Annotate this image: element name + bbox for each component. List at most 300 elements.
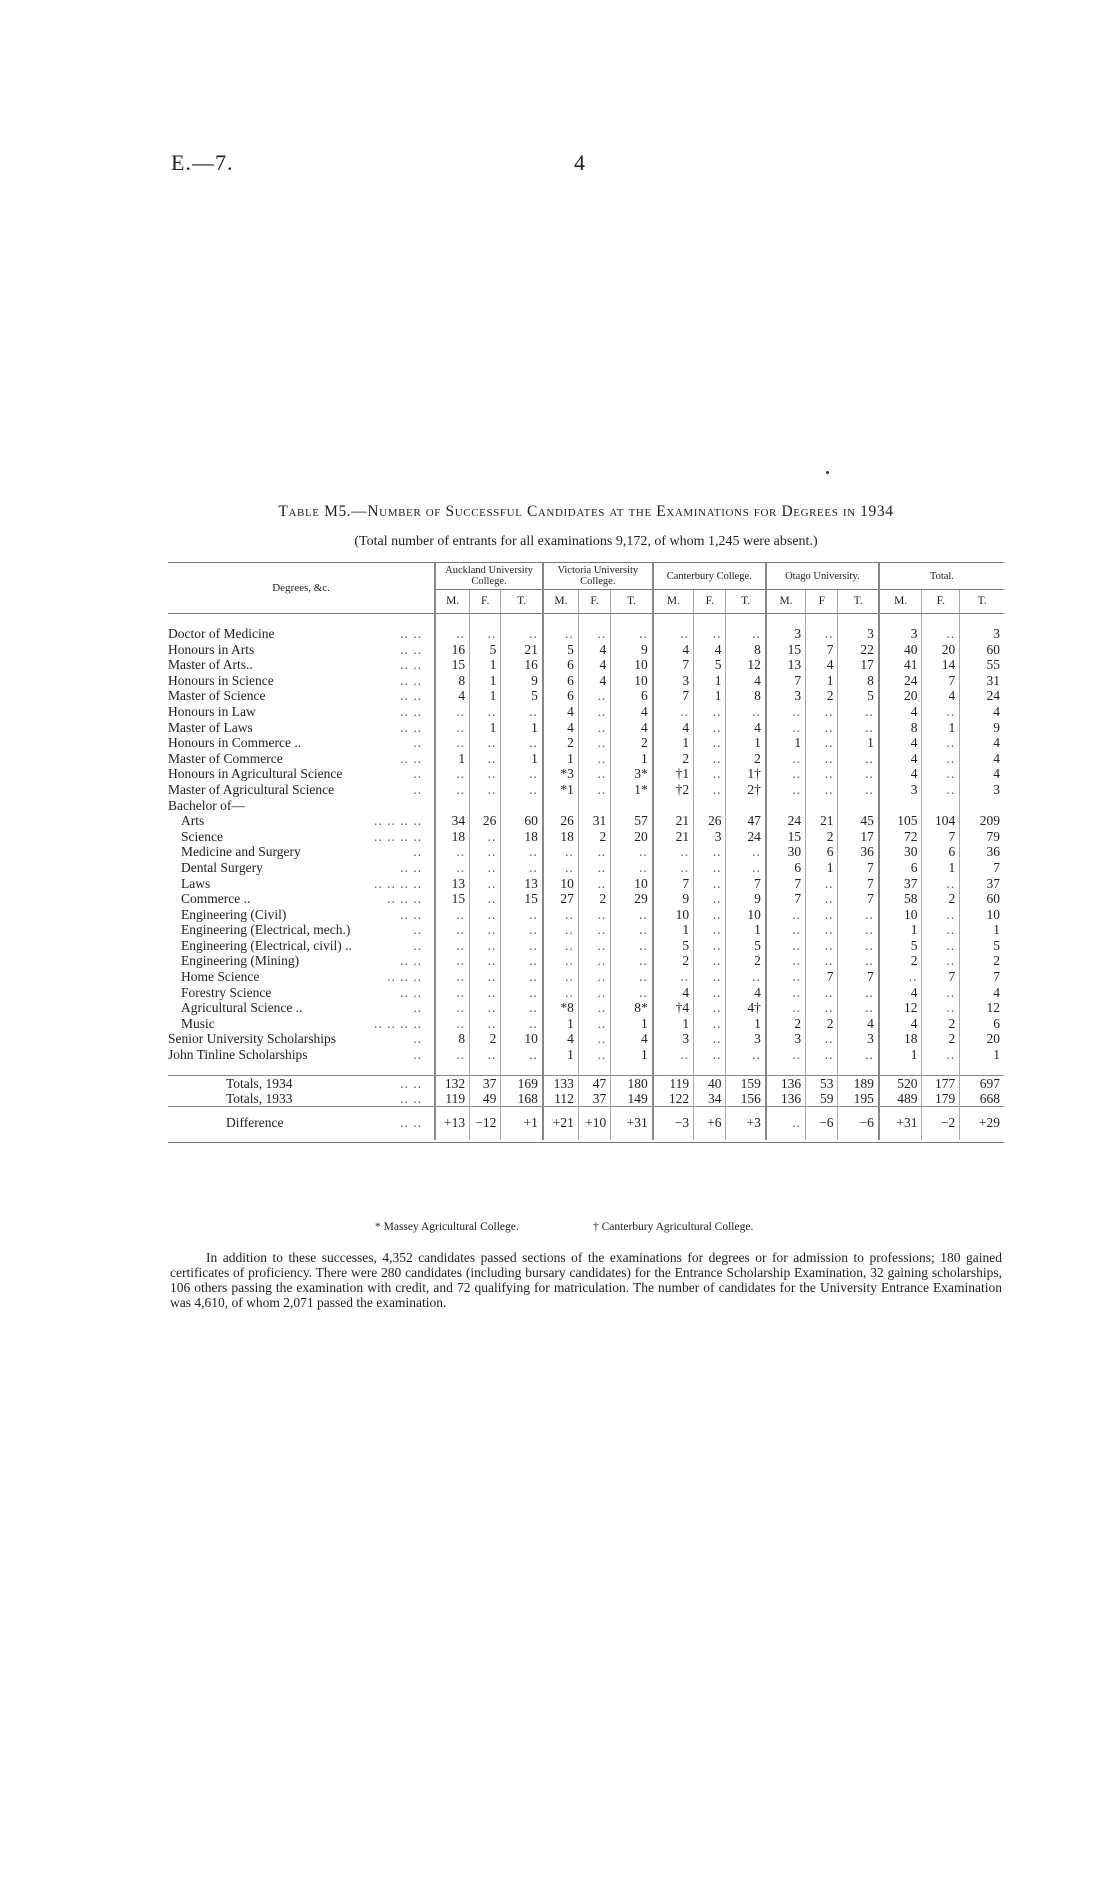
row-label-cell [168,626,435,642]
value-cell: .. [806,720,838,736]
value-cell: 8 [838,673,879,689]
value-cell: .. [694,704,726,720]
value-cell: 6 [611,688,653,704]
value-cell: 156 [726,1091,766,1107]
value-cell: 37 [470,1075,501,1091]
row-label: Science [181,828,223,844]
value-cell: 3 [960,782,1004,798]
value-cell: .. [578,626,610,642]
value-cell: 20 [611,829,653,845]
value-cell: 159 [726,1075,766,1091]
value-cell: 49 [470,1091,501,1107]
value-cell: 5 [543,642,579,658]
value-cell: 3 [766,688,806,704]
value-cell: 60 [501,813,543,829]
leader-dots: .. [413,922,423,938]
value-cell: 4 [543,720,579,736]
value-cell: .. [694,985,726,1001]
value-cell: 1 [726,735,766,751]
value-cell: 37 [879,876,922,892]
row-label-cell [168,985,435,1001]
value-cell: .. [611,860,653,876]
value-cell: .. [922,1000,960,1016]
value-cell: .. [694,782,726,798]
value-cell: 8 [435,1031,469,1047]
value-cell: 9 [501,673,543,689]
value-cell: 3 [766,1031,806,1047]
value-cell: 2 [726,751,766,767]
value-cell: 2 [578,829,610,845]
value-cell: 2 [922,891,960,907]
value-cell: .. [726,844,766,860]
row-label-cell [168,720,435,736]
value-cell: 10 [879,907,922,923]
value-cell: 1 [960,922,1004,938]
section-code: E.—7. [171,150,234,175]
value-cell: 72 [879,829,922,845]
leader-dots: .. .. [400,859,423,875]
value-cell: 4 [653,720,694,736]
value-cell: 15 [766,642,806,658]
row-label-cell [168,876,435,892]
value-cell: 5 [501,688,543,704]
spacer-row [168,1063,1004,1076]
value-cell: +29 [960,1106,1004,1140]
row-label-cell [168,1000,435,1016]
value-cell: .. [766,704,806,720]
value-cell: 12 [726,657,766,673]
value-cell: .. [501,766,543,782]
value-cell: 53 [806,1075,838,1091]
value-cell: 1† [726,766,766,782]
row-label: Honours in Science [168,672,274,688]
value-cell: .. [611,907,653,923]
value-cell: 12 [879,1000,922,1016]
value-cell: 21 [653,813,694,829]
value-cell: 60 [960,891,1004,907]
value-cell: .. [578,985,610,1001]
value-cell: .. [543,969,579,985]
value-cell: 10 [611,657,653,673]
row-label: Senior University Scholarships [168,1031,336,1047]
value-cell: 5 [838,688,879,704]
value-cell [694,798,726,814]
row-label: Honours in Commerce .. [168,735,302,751]
value-cell: .. [470,985,501,1001]
value-cell: 4† [726,1000,766,1016]
value-cell: 6 [960,1016,1004,1032]
value-cell: .. [766,922,806,938]
value-cell: 1* [611,782,653,798]
value-cell: .. [806,907,838,923]
value-cell: 4 [611,1031,653,1047]
value-cell: 1 [922,860,960,876]
leader-dots: .. .. [400,906,423,922]
value-cell: .. [653,1047,694,1063]
value-cell: 4 [543,1031,579,1047]
value-cell: .. [922,938,960,954]
row-label: Commerce .. [181,891,251,907]
value-cell: 149 [611,1091,653,1107]
value-cell: 17 [838,657,879,673]
value-cell: 7 [653,876,694,892]
value-cell: +3 [726,1106,766,1140]
value-cell: .. [838,1047,879,1063]
row-label-cell [168,1075,435,1091]
value-cell: 1 [543,1047,579,1063]
value-cell: .. [766,751,806,767]
value-cell: .. [726,626,766,642]
table-row [168,813,1004,829]
value-cell: 15 [435,657,469,673]
value-cell: 26 [694,813,726,829]
value-cell: .. [766,1047,806,1063]
value-cell: 1 [470,688,501,704]
value-cell: 40 [879,642,922,658]
value-cell: .. [806,751,838,767]
leader-dots: .. [413,1000,423,1016]
value-cell: .. [838,782,879,798]
table-row [168,798,1004,814]
value-cell: 4 [726,985,766,1001]
value-cell: .. [611,938,653,954]
value-cell: 9 [960,720,1004,736]
value-cell: .. [578,1031,610,1047]
leader-dots: .. .. [400,1090,423,1106]
value-cell: 59 [806,1091,838,1107]
value-cell: 4 [653,642,694,658]
value-cell: 520 [879,1075,922,1091]
row-label: Forestry Science [181,984,272,1000]
value-cell: .. [838,766,879,782]
value-cell: 7 [922,829,960,845]
value-cell: 4 [879,766,922,782]
value-cell: .. [922,953,960,969]
leader-dots: .. [413,766,423,782]
value-cell: 1 [653,1016,694,1032]
value-cell: .. [694,891,726,907]
value-cell: .. [578,969,610,985]
value-cell: 18 [435,829,469,845]
leader-dots: .. .. .. .. [374,875,423,891]
row-label: Laws [181,875,211,891]
row-label-cell [168,642,435,658]
value-cell: 20 [922,642,960,658]
value-cell [578,798,610,814]
value-cell: 21 [501,642,543,658]
value-cell: .. [501,860,543,876]
value-cell: .. [726,969,766,985]
value-cell: .. [838,704,879,720]
subheader-cell: T. [960,590,1004,614]
value-cell: 2 [806,688,838,704]
table-row [168,969,1004,985]
value-cell [922,798,960,814]
value-cell: +6 [694,1106,726,1140]
row-label: Engineering (Electrical, civil) .. [181,937,352,953]
value-cell: 104 [922,813,960,829]
value-cell: 13 [501,876,543,892]
value-cell: 4 [726,720,766,736]
table-row [168,1047,1004,1063]
row-label: Totals, 1933 [226,1090,293,1106]
value-cell [501,798,543,814]
value-cell: 21 [806,813,838,829]
value-cell: 58 [879,891,922,907]
value-cell: 1 [653,922,694,938]
value-cell: 195 [838,1091,879,1107]
subheader-cell: T. [501,590,543,614]
leader-dots: .. .. [400,688,423,704]
leader-dots: .. .. [400,750,423,766]
value-cell: 3 [694,829,726,845]
value-cell [960,798,1004,814]
value-cell: 41 [879,657,922,673]
value-cell: .. [653,626,694,642]
leader-dots: .. [413,781,423,797]
leader-dots: .. .. [400,626,423,641]
group-header: Canterbury College. [653,563,766,590]
value-cell: .. [766,907,806,923]
value-cell: .. [435,938,469,954]
value-cell: .. [435,782,469,798]
table-row [168,860,1004,876]
row-label: Master of Arts.. [168,657,253,673]
value-cell: 1 [879,1047,922,1063]
value-cell: 18 [543,829,579,845]
value-cell: 2 [653,953,694,969]
value-cell: .. [470,969,501,985]
row-label-cell [168,735,435,751]
value-cell: .. [838,953,879,969]
value-cell: +13 [435,1106,469,1140]
value-cell: 15 [766,829,806,845]
table-row [168,1000,1004,1016]
value-cell: .. [578,735,610,751]
value-cell: .. [543,844,579,860]
value-cell: 7 [726,876,766,892]
value-cell: 7 [838,876,879,892]
value-cell: .. [611,953,653,969]
leader-dots: .. .. [400,1114,423,1130]
value-cell: 2 [578,891,610,907]
value-cell: 4 [611,720,653,736]
value-cell: .. [578,688,610,704]
value-cell: .. [435,922,469,938]
value-cell: .. [470,1047,501,1063]
print-speck [826,471,829,474]
value-cell: 6 [543,688,579,704]
value-cell: .. [501,735,543,751]
row-label-cell [168,907,435,923]
leader-dots: .. .. [400,703,423,719]
value-cell: 8* [611,1000,653,1016]
value-cell: +21 [543,1106,579,1140]
value-cell: *3 [543,766,579,782]
value-cell: 8 [726,642,766,658]
value-cell: 8 [726,688,766,704]
value-cell: 7 [766,673,806,689]
value-cell: 18 [879,1031,922,1047]
value-cell: 180 [611,1075,653,1091]
subheader-cell: F. [578,590,610,614]
table-row [168,1106,1004,1140]
value-cell: 4 [653,985,694,1001]
leader-dots: .. .. [400,641,423,657]
value-cell: .. [578,907,610,923]
value-cell: .. [578,844,610,860]
value-cell: .. [501,626,543,642]
value-cell: .. [435,720,469,736]
value-cell: 10 [726,907,766,923]
value-cell: 9 [611,642,653,658]
value-cell: 4 [879,751,922,767]
table-row [168,1091,1004,1107]
value-cell: 10 [611,673,653,689]
value-cell: 1 [960,1047,1004,1063]
value-cell: .. [578,922,610,938]
value-cell: .. [501,1016,543,1032]
leader-dots: .. .. [400,719,423,735]
value-cell: −3 [653,1106,694,1140]
row-label: Arts [181,813,205,829]
value-cell: 5 [879,938,922,954]
value-cell: 7 [766,891,806,907]
value-cell: 3 [838,626,879,642]
row-label-cell [168,782,435,798]
value-cell: 27 [543,891,579,907]
table-row [168,891,1004,907]
value-cell: 7 [922,673,960,689]
value-cell: .. [806,1047,838,1063]
row-label: Honours in Law [168,703,256,719]
value-cell: 3 [838,1031,879,1047]
row-label: Honours in Agricultural Science [168,766,343,782]
value-cell: .. [694,969,726,985]
value-cell: 2 [922,1016,960,1032]
value-cell: 1 [543,1016,579,1032]
subheader-cell: F [806,590,838,614]
value-cell: .. [611,985,653,1001]
value-cell: 4 [806,657,838,673]
value-cell: 5 [653,938,694,954]
value-cell: 1 [470,657,501,673]
value-cell: +10 [578,1106,610,1140]
leader-dots: .. [413,844,423,860]
row-label-cell [168,891,435,907]
value-cell: .. [806,876,838,892]
value-cell: 10 [611,876,653,892]
value-cell: 1 [653,735,694,751]
value-cell: .. [435,969,469,985]
value-cell: .. [435,735,469,751]
row-label: John Tinline Scholarships [168,1047,308,1063]
value-cell: .. [578,766,610,782]
value-cell: .. [922,735,960,751]
value-cell: .. [435,985,469,1001]
value-cell: .. [838,907,879,923]
value-cell: .. [694,751,726,767]
value-cell: .. [578,704,610,720]
subheader-cell: M. [435,590,469,614]
value-cell: .. [653,969,694,985]
degrees-column-header: Degrees, &c. [168,563,435,614]
value-cell: 30 [766,844,806,860]
value-cell: 4 [960,735,1004,751]
row-label-cell [168,844,435,860]
value-cell: 1 [611,751,653,767]
value-cell: 1 [694,688,726,704]
value-cell: 4 [879,735,922,751]
value-cell: .. [470,891,501,907]
row-label: Home Science [181,969,260,985]
value-cell: 1 [879,922,922,938]
value-cell: .. [501,922,543,938]
value-cell: 15 [501,891,543,907]
value-cell [766,798,806,814]
value-cell: 8 [879,720,922,736]
value-cell: .. [543,860,579,876]
value-cell: 30 [879,844,922,860]
row-label: Master of Commerce [168,750,283,766]
table-row [168,829,1004,845]
value-cell: 4 [578,657,610,673]
value-cell: .. [922,985,960,1001]
value-cell: 132 [435,1075,469,1091]
value-cell: .. [766,938,806,954]
value-cell [726,798,766,814]
row-label-cell [168,813,435,829]
row-label-cell [168,704,435,720]
value-cell: .. [578,751,610,767]
value-cell: .. [806,938,838,954]
value-cell: 3 [879,626,922,642]
value-cell: 3 [766,626,806,642]
value-cell: .. [922,782,960,798]
row-label: Honours in Arts [168,641,255,657]
value-cell: †4 [653,1000,694,1016]
value-cell: 4 [838,1016,879,1032]
value-cell: 24 [960,688,1004,704]
row-label-cell [168,860,435,876]
value-cell: .. [578,1016,610,1032]
row-label: Medicine and Surgery [181,844,301,860]
value-cell: 105 [879,813,922,829]
leader-dots: .. .. [400,672,423,688]
value-cell: 1 [726,922,766,938]
value-cell: .. [694,1000,726,1016]
value-cell: +1 [501,1106,543,1140]
value-cell: *1 [543,782,579,798]
value-cell: 119 [653,1075,694,1091]
group-header: Otago University. [766,563,879,590]
value-cell: 14 [922,657,960,673]
table-row [168,626,1004,642]
value-cell: 5 [694,657,726,673]
value-cell: 18 [501,829,543,845]
value-cell: 112 [543,1091,579,1107]
value-cell: .. [694,922,726,938]
table-row [168,735,1004,751]
value-cell: 697 [960,1075,1004,1091]
table-row [168,953,1004,969]
value-cell: .. [543,922,579,938]
value-cell: .. [879,969,922,985]
footnote-massey: * Massey Agricultural College. [375,1221,519,1233]
subheader-cell: T. [726,590,766,614]
value-cell: .. [501,907,543,923]
value-cell [470,798,501,814]
